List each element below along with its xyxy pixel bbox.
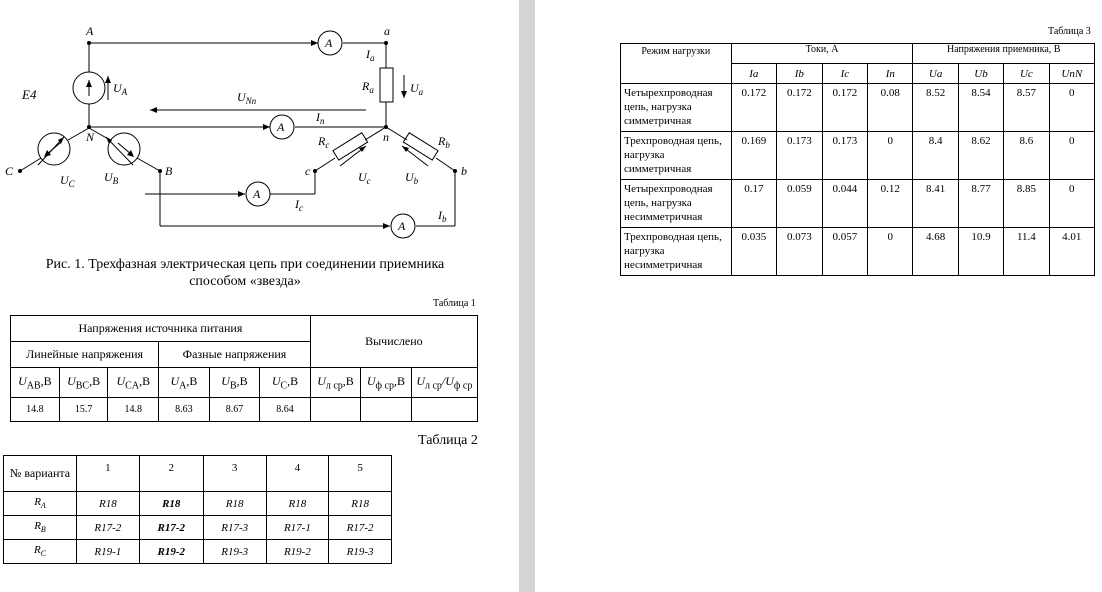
t1-col-uf: $U_{ф ср},В$ <box>361 368 411 398</box>
figure-caption-line2: способом «звезда» <box>189 274 301 289</box>
t1-header-calc: Вычислено <box>310 316 477 368</box>
t3-r1-unn: 0 <box>1049 84 1094 132</box>
table3-label: Таблица 3 <box>1048 26 1091 37</box>
t3-r4-ic: 0.057 <box>822 228 868 276</box>
t2-rb-3: R17-3 <box>203 516 266 540</box>
t1-val-uc: 8.64 <box>260 398 311 422</box>
page-separator <box>519 0 535 592</box>
node-N-label: N <box>86 130 95 144</box>
t3-header-mode: Режим нагрузки <box>621 44 732 84</box>
t3-header-currents: Токи, А <box>731 44 913 64</box>
ib-label: $I_b$ <box>438 208 447 224</box>
t1-val-ub: 8.67 <box>209 398 260 422</box>
t3-sub-ia: Ia <box>731 64 777 84</box>
t3-r3-ic: 0.044 <box>822 180 868 228</box>
t2-ra-5: R18 <box>329 492 392 516</box>
t3-header-voltages: Напряжения приемника, В <box>913 44 1095 64</box>
ua-load-label: $U_a$ <box>410 81 424 97</box>
t2-variant-3: 3 <box>203 456 266 492</box>
unn-label: $U_{Nn}$ <box>237 90 257 106</box>
table1 <box>10 315 478 422</box>
ammeter-a-label: A <box>325 36 333 50</box>
t3-r4-in: 0 <box>868 228 913 276</box>
ua-source-label: $U_A$ <box>113 81 128 97</box>
t2-variant-5: 5 <box>329 456 392 492</box>
t1-val-ubc: 15.7 <box>59 398 108 422</box>
ub-source-label: $U_B$ <box>104 170 119 186</box>
t3-r1-ub: 8.54 <box>958 84 1003 132</box>
t2-rb-2: R17-2 <box>139 516 203 540</box>
rb-label: $R_b$ <box>438 134 450 150</box>
node-B-label: B <box>165 164 173 178</box>
t3-r3-unn: 0 <box>1049 180 1094 228</box>
t3-row2-mode: Трехпроводная цепь, нагрузка симметричная <box>621 132 732 180</box>
t3-r3-uc: 8.85 <box>1004 180 1049 228</box>
table1-label: Таблица 1 <box>433 298 476 309</box>
t2-row-rc-label: $R_C$ <box>4 540 77 564</box>
t3-r2-ub: 8.62 <box>958 132 1003 180</box>
ub-load-label: $U_b$ <box>405 170 419 186</box>
rc-label: $R_c$ <box>318 134 330 150</box>
t3-r1-ib: 0.172 <box>777 84 823 132</box>
t3-r1-ic: 0.172 <box>822 84 868 132</box>
t3-r3-ia: 0.17 <box>731 180 777 228</box>
node-c-label: c <box>305 164 311 178</box>
t3-sub-in: In <box>868 64 913 84</box>
t3-sub-ua: Ua <box>913 64 958 84</box>
t3-sub-ub: Ub <box>958 64 1003 84</box>
t1-col-uca: $U_{CA},В$ <box>108 368 159 398</box>
uc-source-label: $U_C$ <box>60 173 75 189</box>
t1-col-ua: $U_A,В$ <box>159 368 210 398</box>
t1-header-phase: Фазные напряжения <box>159 342 311 368</box>
t1-val-uca: 14.8 <box>108 398 159 422</box>
left-page <box>0 0 519 592</box>
ia-label: $I_a$ <box>366 47 375 63</box>
t2-variant-2: 2 <box>139 456 203 492</box>
figure-caption-line1: Рис. 1. Трехфазная электрическая цепь при соединении приемника <box>45 257 445 272</box>
t3-r4-ua: 4.68 <box>913 228 958 276</box>
t2-rc-2: R19-2 <box>139 540 203 564</box>
t2-ra-2: R18 <box>139 492 203 516</box>
t1-header-linear: Линейные напряжения <box>11 342 159 368</box>
t1-col-uab: $U_{AB},В$ <box>11 368 60 398</box>
ammeter-b-label: A <box>398 219 406 233</box>
table3 <box>620 43 1095 276</box>
t2-row-ra-label: $R_A$ <box>4 492 77 516</box>
t2-rb-4: R17-1 <box>266 516 329 540</box>
t3-r2-uc: 8.6 <box>1004 132 1049 180</box>
t1-val-uf <box>361 398 411 422</box>
t3-sub-ib: Ib <box>777 64 823 84</box>
t1-val-ratio <box>411 398 477 422</box>
t2-rb-5: R17-2 <box>329 516 392 540</box>
node-b-label: b <box>461 164 467 178</box>
t1-col-ub: $U_B,В$ <box>209 368 260 398</box>
t3-row1-mode: Четырехпроводная цепь, нагрузка симметричная <box>621 84 732 132</box>
t2-rc-5: R19-3 <box>329 540 392 564</box>
t3-r4-uc: 11.4 <box>1004 228 1049 276</box>
t2-ra-4: R18 <box>266 492 329 516</box>
t3-r3-ib: 0.059 <box>777 180 823 228</box>
t1-header-source: Напряжения источника питания <box>11 316 311 342</box>
t2-row-rb-label: $R_B$ <box>4 516 77 540</box>
t1-col-uc: $U_C,В$ <box>260 368 311 398</box>
t3-r4-ub: 10.9 <box>958 228 1003 276</box>
circuit-diagram <box>0 0 519 250</box>
t3-sub-ic: Ic <box>822 64 868 84</box>
t3-r1-ua: 8.52 <box>913 84 958 132</box>
ic-label: $I_c$ <box>295 197 303 213</box>
node-a-label: a <box>384 24 390 38</box>
t3-r3-in: 0.12 <box>868 180 913 228</box>
t3-r1-uc: 8.57 <box>1004 84 1049 132</box>
t3-sub-unn: UnN <box>1049 64 1094 84</box>
t1-col-ratio: $U_{л ср}/U_{ф ср}$ <box>411 368 477 398</box>
uc-load-label: $U_c$ <box>358 170 371 186</box>
t3-r1-in: 0.08 <box>868 84 913 132</box>
t1-col-ubc: $U_{BC},В$ <box>59 368 108 398</box>
t2-variant-4: 4 <box>266 456 329 492</box>
node-n-label: n <box>383 130 389 144</box>
ammeter-c-label: A <box>253 187 261 201</box>
t2-ra-3: R18 <box>203 492 266 516</box>
t3-sub-uc: Uc <box>1004 64 1049 84</box>
t1-val-ua: 8.63 <box>159 398 210 422</box>
t3-row3-mode: Четырехпроводная цепь, нагрузка несимметричная <box>621 180 732 228</box>
t3-r2-ua: 8.4 <box>913 132 958 180</box>
t2-rc-3: R19-3 <box>203 540 266 564</box>
right-page <box>535 0 1102 592</box>
t3-r2-in: 0 <box>868 132 913 180</box>
t3-r3-ua: 8.41 <box>913 180 958 228</box>
t3-r4-unn: 4.01 <box>1049 228 1094 276</box>
t2-variant-1: 1 <box>77 456 140 492</box>
t3-r2-ic: 0.173 <box>822 132 868 180</box>
t3-r2-unn: 0 <box>1049 132 1094 180</box>
ammeter-n-label: A <box>277 120 285 134</box>
t2-rc-4: R19-2 <box>266 540 329 564</box>
t1-val-ul <box>310 398 360 422</box>
table2 <box>3 455 392 564</box>
node-A-label: A <box>86 24 94 38</box>
t2-rb-1: R17-2 <box>77 516 140 540</box>
e4-label: E4 <box>22 87 37 102</box>
t2-rc-1: R19-1 <box>77 540 140 564</box>
in-label: $I_n$ <box>316 110 325 126</box>
t2-ra-1: R18 <box>77 492 140 516</box>
t3-r2-ia: 0.169 <box>731 132 777 180</box>
ra-label: $R_a$ <box>362 79 374 95</box>
t2-variant-header: № варианта <box>4 456 77 492</box>
t3-r2-ib: 0.173 <box>777 132 823 180</box>
table2-label: Таблица 2 <box>418 433 478 448</box>
node-C-label: C <box>5 164 14 178</box>
t1-col-ul: $U_{л ср},В$ <box>310 368 360 398</box>
t3-r3-ub: 8.77 <box>958 180 1003 228</box>
t1-val-uab: 14.8 <box>11 398 60 422</box>
t3-r4-ia: 0.035 <box>731 228 777 276</box>
t3-r1-ia: 0.172 <box>731 84 777 132</box>
t3-row4-mode: Трехпроводная цепь, нагрузка несимметричная <box>621 228 732 276</box>
t3-r4-ib: 0.073 <box>777 228 823 276</box>
